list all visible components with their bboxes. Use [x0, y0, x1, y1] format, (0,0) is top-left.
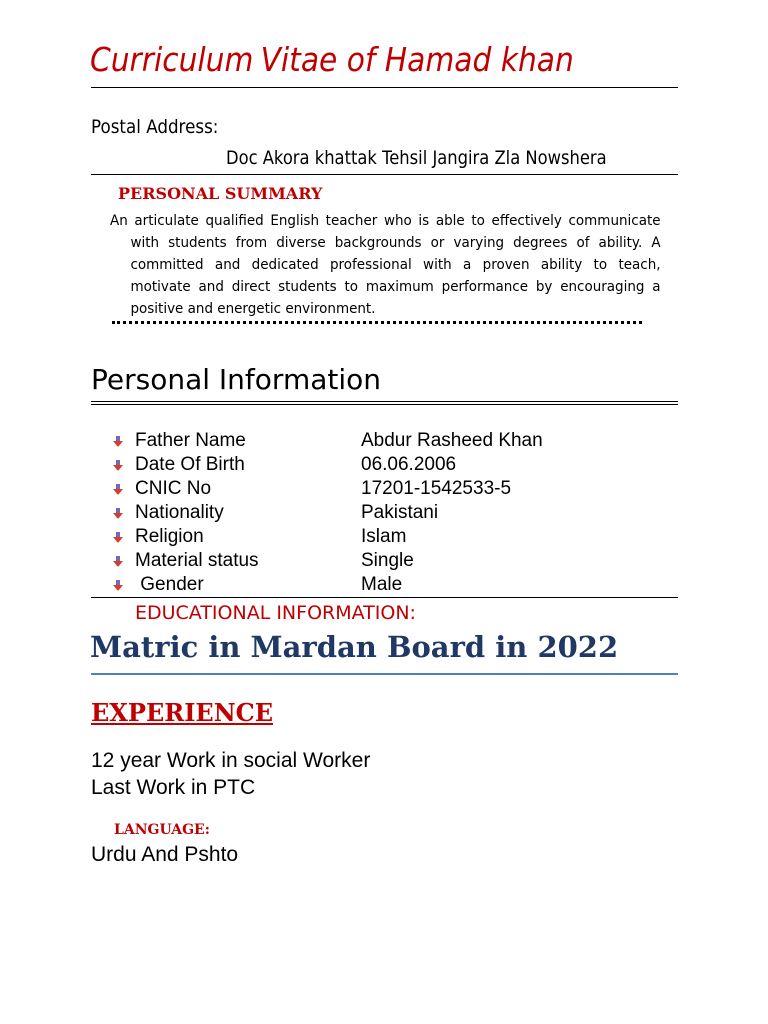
language-value: Urdu And Pshto	[91, 843, 239, 866]
personal-information-heading: Personal Information	[91, 363, 382, 396]
education-entry: Matric in Mardan Board in 2022	[90, 630, 619, 664]
experience-line: 12 year Work in social Worker	[91, 749, 371, 772]
info-value: Abdur Rasheed Khan	[361, 430, 543, 451]
personal-summary-heading: PERSONAL SUMMARY	[118, 184, 323, 203]
educational-information-heading: EDUCATIONAL INFORMATION:	[135, 602, 416, 624]
cv-title	[90, 40, 574, 79]
language-heading: LANGUAGE:	[114, 822, 210, 838]
address-divider	[91, 174, 678, 175]
arrow-bullet-icon	[113, 580, 123, 592]
info-label: Material status	[135, 550, 259, 571]
info-value: Male	[361, 574, 403, 595]
info-label: Gender	[135, 574, 204, 595]
cv-title-part1: Curriculum	[90, 40, 254, 79]
personal-summary-text-block	[110, 210, 661, 320]
experience-line: Last Work in PTC	[91, 776, 256, 799]
arrow-bullet-icon	[113, 532, 123, 544]
postal-address-label: Postal Address:	[91, 116, 219, 138]
education-blue-rule	[91, 673, 678, 675]
arrow-bullet-icon	[113, 484, 123, 496]
arrow-bullet-icon	[113, 508, 123, 520]
summary-dotted-divider	[112, 321, 642, 327]
info-value: 17201-1542533-5	[361, 478, 512, 499]
arrow-bullet-icon	[113, 460, 123, 472]
info-value: Islam	[361, 526, 407, 547]
title-underline	[91, 87, 678, 88]
cv-title-part2: Vitae of Hamad khan	[260, 40, 574, 79]
info-label: CNIC No	[135, 478, 212, 499]
info-value: 06.06.2006	[361, 454, 457, 475]
arrow-bullet-icon	[113, 556, 123, 568]
postal-address-value: Doc Akora khattak Tehsil Jangira Zla Nowshera	[226, 147, 607, 169]
experience-heading: EXPERIENCE	[91, 698, 274, 727]
info-label: Date Of Birth	[135, 454, 245, 475]
personal-summary-text: An articulate qualified English teacher who is able to effectively communicate with students from diverse backgrounds or varying degrees of ability. A committed and dedicated professional with a proven ability to teach, motivate and direct students to maximum performance by encouraging a positive and energetic environment.	[110, 213, 661, 317]
info-label: Nationality	[135, 502, 224, 523]
info-value: Single	[361, 550, 414, 571]
arrow-bullet-icon	[113, 436, 123, 448]
info-label: Religion	[135, 526, 204, 547]
personal-information-double-rule	[91, 401, 678, 405]
info-value: Pakistani	[361, 502, 439, 523]
personal-info-bottom-rule	[91, 597, 678, 598]
info-label: Father Name	[135, 430, 246, 451]
